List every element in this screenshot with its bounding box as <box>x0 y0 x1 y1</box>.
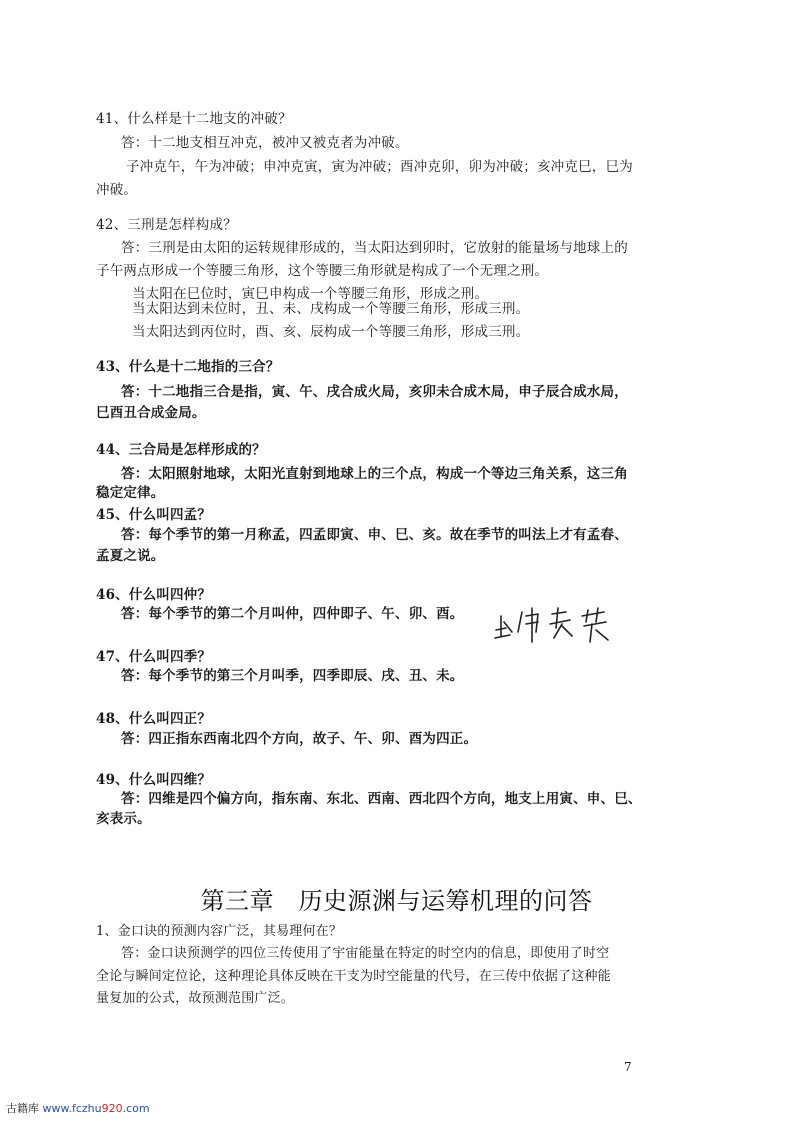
answer-42-line-3: 当太阳在巳位时，寅巳申构成一个等腰三角形，形成之刑。 <box>132 286 489 302</box>
answer-43-line-2: 巳酉丑合成金局。 <box>96 405 206 421</box>
page-number: 7 <box>624 1060 632 1074</box>
footer-url-c: .com <box>122 1102 150 1115</box>
answer-41-line-3: 冲破。 <box>96 182 138 198</box>
chapter-answer-line-3: 量复加的公式，故预测范围广泛。 <box>96 991 295 1006</box>
footer-link[interactable] <box>43 1102 150 1115</box>
answer-41-line-1: 答：十二地支相互冲克，被冲又被克者为冲破。 <box>121 135 409 151</box>
question-43: 43、什么是十二地指的三合？ <box>96 359 280 375</box>
answer-47-line-1: 答：每个季节的第三个月叫季，四季即辰、戌、丑、未。 <box>121 668 464 684</box>
answer-44-line-1: 答：太阳照射地球，太阳光直射到地球上的三个点，构成一个等边三角关系，这三角 <box>121 466 628 482</box>
footer-url-b: 920 <box>101 1102 123 1115</box>
answer-43-line-1: 答：十二地指三合是指，寅、午、戌合成火局，亥卯未合成木局，申子辰合成水局， <box>121 384 628 400</box>
handwritten-annotation <box>492 602 612 646</box>
footer-url-a: www.fczhu <box>42 1102 102 1115</box>
question-49: 49、什么叫四维？ <box>96 772 212 788</box>
question-47: 47、什么叫四季？ <box>96 649 212 665</box>
answer-42-line-4: 当太阳达到未位时，丑、未、戌构成一个等腰三角形，形成三刑。 <box>132 301 530 317</box>
question-44: 44、三合局是怎样形成的？ <box>96 442 266 458</box>
answer-42-line-5: 当太阳达到丙位时，酉、亥、辰构成一个等腰三角形，形成三刑。 <box>132 324 530 340</box>
answer-48-line-1: 答：四正指东西南北四个方向，故子、午、卯、酉为四正。 <box>121 731 478 747</box>
answer-41-line-2: 子冲克午，午为冲破；申冲克寅，寅为冲破；酉冲克卯，卯为冲破；亥冲克巳，巳为 <box>126 159 633 175</box>
answer-46-line-1: 答：每个季节的第二个月叫仲，四仲即子、午、卯、酉。 <box>121 606 464 622</box>
answer-45-line-1: 答：每个季节的第一月称孟，四孟即寅、申、巳、亥。故在季节的叫法上才有孟春、 <box>121 527 628 543</box>
answer-44-line-2: 稳定定律。 <box>96 485 165 501</box>
answer-49-line-1: 答：四维是四个偏方向，指东南、东北、西南、西北四个方向，地支上用寅、申、巳、 <box>121 791 642 807</box>
chapter-title: 第三章 历史源渊与运筹机理的问答 <box>200 887 593 915</box>
answer-49-line-2: 亥表示。 <box>96 811 151 827</box>
site-footer <box>6 1100 150 1116</box>
chapter-question-1: 1、金口诀的预测内容广泛，其易理何在？ <box>96 924 343 939</box>
question-48: 48、什么叫四正？ <box>96 711 212 727</box>
answer-45-line-2: 孟夏之说。 <box>96 548 165 564</box>
chapter-answer-line-2: 全论与瞬间定位论，这种理论具体反映在干支为时空能量的代号，在三传中依据了这种能 <box>96 969 611 984</box>
chapter-answer-line-1: 答：金口诀预测学的四位三传使用了宇宙能量在特定的时空内的信息，即使用了时空 <box>121 946 610 961</box>
answer-42-line-1: 答：三刑是由太阳的运转规律形成的，当太阳达到卯时，它放射的能量场与地球上的 <box>121 240 628 256</box>
question-41: 41、什么样是十二地支的冲破？ <box>96 111 292 127</box>
answer-42-line-2: 子午两点形成一个等腰三角形，这个等腰三角形就是构成了一个无理之刑。 <box>96 263 549 279</box>
question-46: 46、什么叫四仲？ <box>96 587 212 603</box>
question-45: 45、什么叫四孟？ <box>96 507 212 523</box>
footer-prefix: 古籍库 <box>6 1102 39 1115</box>
question-42: 42、三刑是怎样构成？ <box>96 217 237 233</box>
